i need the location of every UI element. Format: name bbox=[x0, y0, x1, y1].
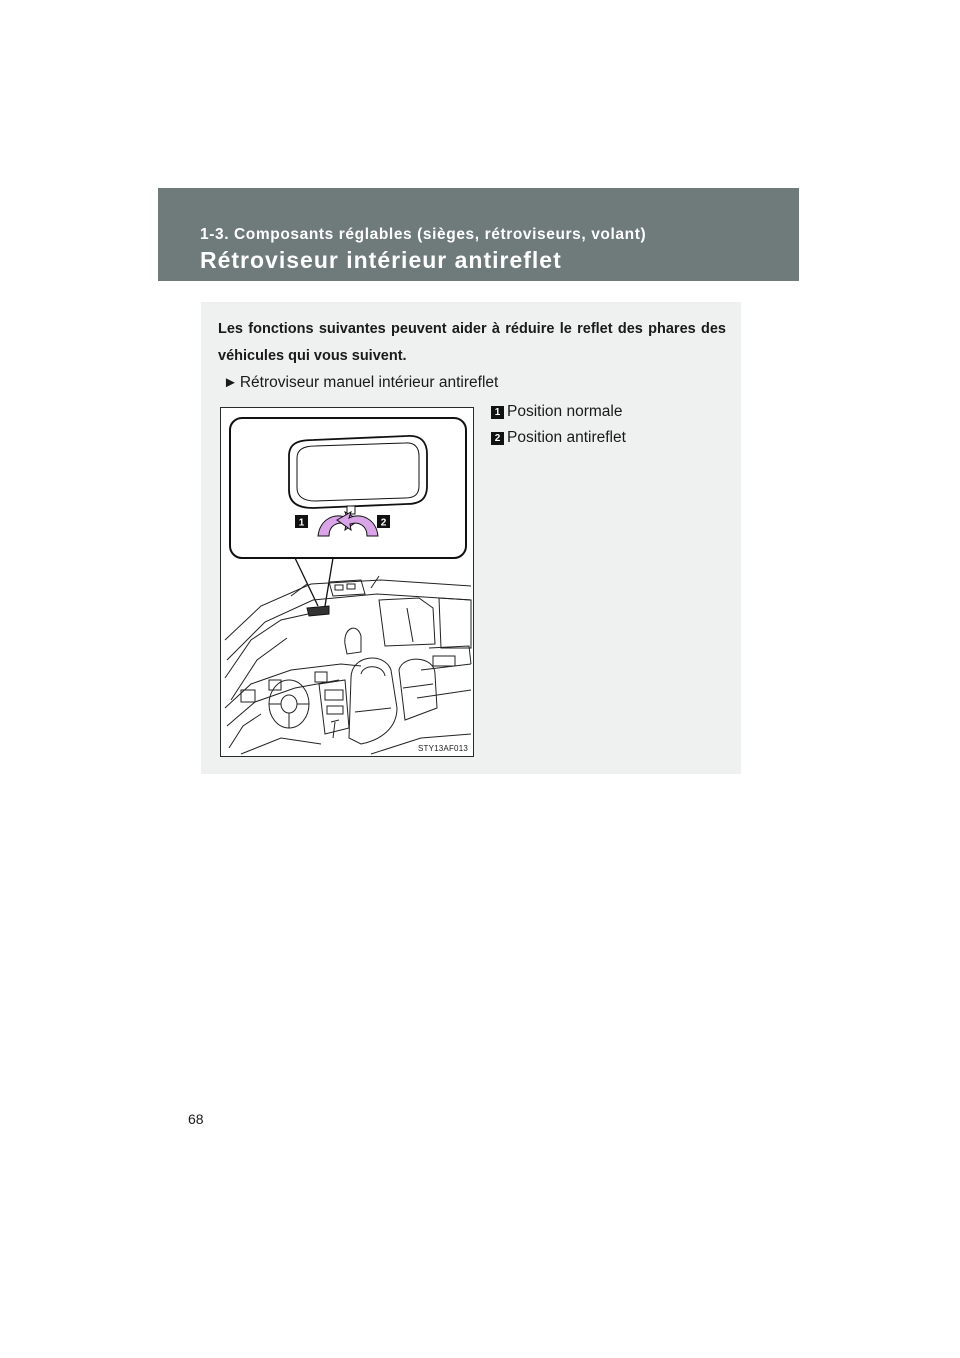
content-box bbox=[201, 302, 741, 774]
legend-number-badge: 1 bbox=[491, 406, 504, 419]
section-label: 1-3. Composants réglables (sièges, rétroviseurs, volant) bbox=[200, 226, 647, 243]
bullet-label: Rétroviseur manuel intérieur antireflet bbox=[239, 374, 499, 391]
page-title: Rétroviseur intérieur antireflet bbox=[200, 247, 562, 273]
legend-number-badge: 2 bbox=[491, 432, 504, 445]
figure-code: STY13AF013 bbox=[417, 744, 468, 753]
legend-label: Position normale bbox=[507, 403, 623, 420]
page-number: 68 bbox=[188, 1111, 204, 1127]
triangle-right-icon: ► bbox=[223, 374, 238, 391]
intro-text: Les fonctions suivantes peuvent aider à réduire le reflet des phares des véhicules qui vous suivent. bbox=[218, 321, 726, 364]
callout-1-label: 1 bbox=[298, 517, 305, 529]
header-band bbox=[158, 188, 799, 281]
illustration-drawing bbox=[221, 408, 475, 758]
legend-label: Position antireflet bbox=[507, 429, 626, 446]
bullet-item bbox=[223, 374, 498, 392]
callout-2-label: 2 bbox=[380, 517, 387, 529]
mirror-illustration bbox=[220, 407, 474, 757]
